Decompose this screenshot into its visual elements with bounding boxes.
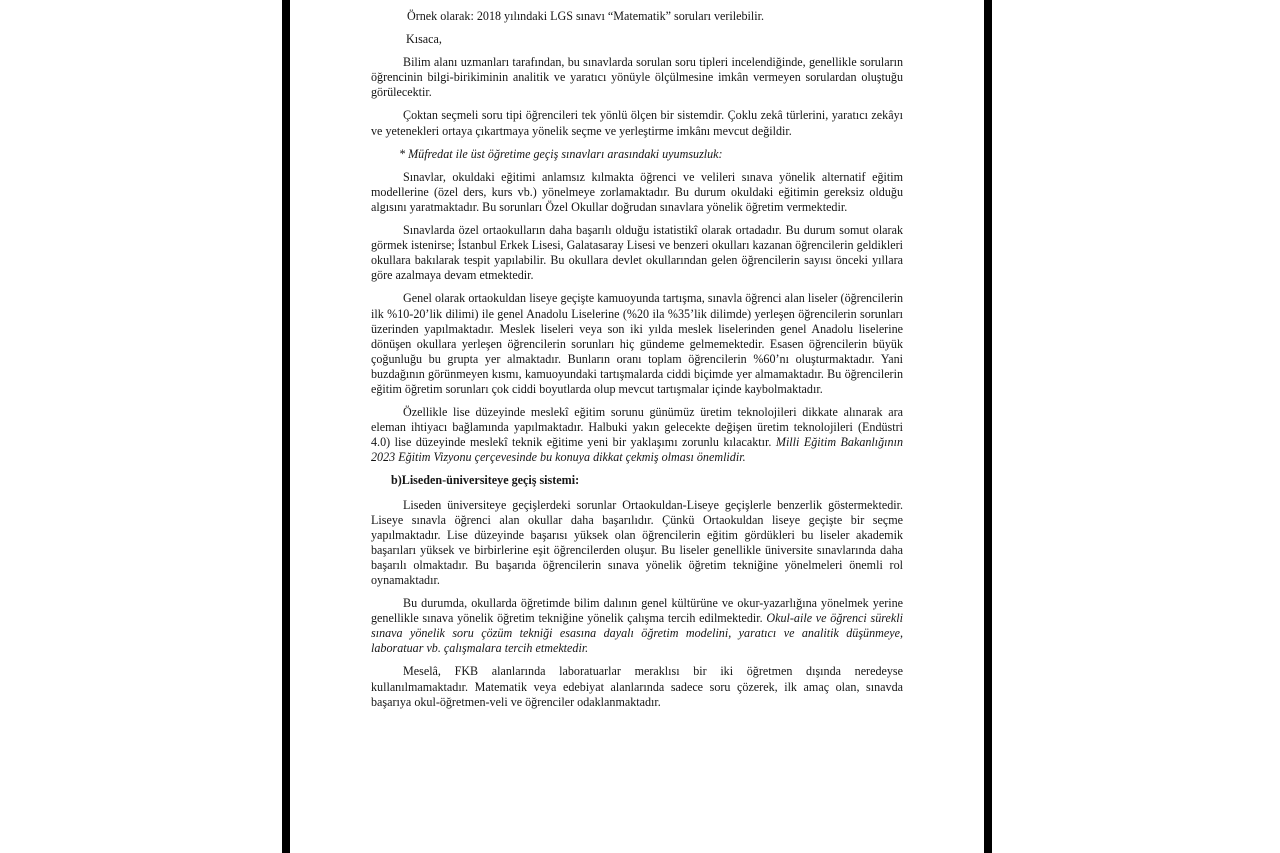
section-heading: b)Liseden-üniversiteye geçiş sistemi: (391, 473, 580, 488)
document-body (371, 9, 903, 718)
intro-example: Örnek olarak: 2018 yılındaki LGS sınavı “Matematik” soruları verilebilir. (407, 9, 765, 23)
paragraph: Sınavlar, okuldaki eğitimi anlamsız kılmakta öğrenci ve velileri sınava yönelik alternatif eğitim modellerine (özel ders, kurs vb.) yönelmeye zorlamaktadır. Bu durum okuldaki eğitimin gereksiz olduğu algısını yaratmaktadır. Bu sorunları Özel Okullar doğrudan sınavlara yönelik öğretim vermektedir. (371, 169, 903, 214)
right-page-border (984, 0, 992, 853)
paragraph: Genel olarak ortaokuldan liseye geçişte kamuoyunda tartışma, sınavla öğrenci alan liseler (öğrencilerin ilk %10-20’lik dilimi) ile genel Anadolu Liselerine (%20 ila %35’lik dilimde) yerleşen öğrencilerin sorunları üzerinden yapılmaktadır. Meslek liseleri veya son iki yılda meslek liselerinden genel Anadolu liselerine dönüşen okullara yerleşen öğrencilerin sorunları hiç gündeme gelmemektedir. Esasen öğrencilerin büyük çoğunluğu bu grupta yer almaktadır. Bunların oranı toplam öğrencilerin %60’nı oluşturmaktadır. Yani buzdağının görünmeyen kısmı, kamuoyundaki tartışmalarda ciddi biçimde yer almamaktadır. Bu öğrencilerin eğitim öğretim sorunları çok ciddi boyutlarda olup mevcut tartışmalar içinde kaybolmaktadır. (371, 291, 903, 396)
document-page (290, 0, 984, 853)
paragraph-text: Bu durumda, okullarda öğretimde bilim dalının genel kültürüne ve okur-yazarlığına yönelmek yerine genellikle sınava yönelik öğretim tekniğine yönelik çalışma tercih edilmektedir. (371, 596, 903, 626)
paragraph: Meselâ, FKB alanlarında laboratuarlar meraklısı bir iki öğretmen dışında neredeyse kullanılmamaktadır. Matematik veya edebiyat alanlarında sadece soru çözerek, ilk amaç olan, sınavda başarıya okul-öğretmen-veli ve öğrenciler odaklanmaktadır. (371, 664, 903, 709)
paragraph (371, 405, 903, 465)
left-page-border (282, 0, 290, 853)
summary-label: Kısaca, (406, 32, 442, 47)
paragraph: Çoktan seçmeli soru tipi öğrencileri tek yönlü ölçen bir sistemdir. Çoklu zekâ türlerini, yaratıcı zekâyı ve yetenekleri ortaya çıkartmaya yönelik seçme ve yerleştirme imkânı mevcut değildir. (371, 108, 903, 138)
emphasis-text: Milli Eğitim Bakanlığının 2023 Eğitim Vizyonu çerçevesinde bu konuya dikkat çekmiş olması önemlidir. (371, 435, 903, 465)
paragraph: Liseden üniversiteye geçişlerdeki sorunlar Ortaokuldan-Liseye geçişlerle benzerlik göstermektedir. Liseye sınavla öğrenci alan okullar daha başarılıdır. Çünkü Ortaokuldan liseye geçişte bir seçme yapılmaktadır. Lise düzeyinde başarısı yüksek olan öğrencilerin eğitim gördükleri bu liseler akademik başarıları yüksek ve birbirlerine eşit öğrencilerden oluşur. Bu liseler genellikle üniversite sınavlarında daha başarılı olmaktadır. Bu başarıda öğrencilerin sınava yönelik öğretim tekniğine yönelmeleri önemli rol oynamaktadır. (371, 497, 903, 587)
paragraph: Bilim alanı uzmanları tarafından, bu sınavlarda sorulan soru tipleri incelendiğinde, genellikle soruların öğrencinin bilgi-birikiminin analitik ve yaratıcı yönüyle ölçülmesine imkân vermeyen sorulardan oluştuğu görülecektir. (371, 55, 903, 100)
paragraph (371, 596, 903, 656)
paragraph-text: Özellikle lise düzeyinde meslekî eğitim sorunu günümüz üretim teknolojileri dikkate alınarak ara eleman ihtiyacı bağlamında yapılmaktadır. Halbuki yakın gelecekte değişen üretim teknolojileri (Endüstri 4.0) lise düzeyinde meslekî teknik eğitime yeni bir yaklaşımı zorunlu kılacaktır. (371, 405, 903, 450)
subheading: * Müfredat ile üst öğretime geçiş sınavları arasındaki uyumsuzluk: (399, 146, 723, 161)
paragraph: Sınavlarda özel ortaokulların daha başarılı olduğu istatistikî olarak ortadadır. Bu durum somut olarak görmek istenirse; İstanbul Erkek Lisesi, Galatasaray Lisesi ve benzeri okulları kazanan öğrencilerin geldikleri okullara bakılarak tespit yapılabilir. Bu okullara devlet okullarından gelen öğrencilerin sayısı önceki yıllara göre azalmaya devam etmektedir. (371, 223, 903, 283)
emphasis-text: Okul-aile ve öğrenci sürekli sınava yönelik soru çözüm tekniği esasına dayalı öğretim modelini, yaratıcı ve analitik düşünmeye, laboratuar vb. çalışmalara tercih etmektedir. (371, 611, 903, 656)
